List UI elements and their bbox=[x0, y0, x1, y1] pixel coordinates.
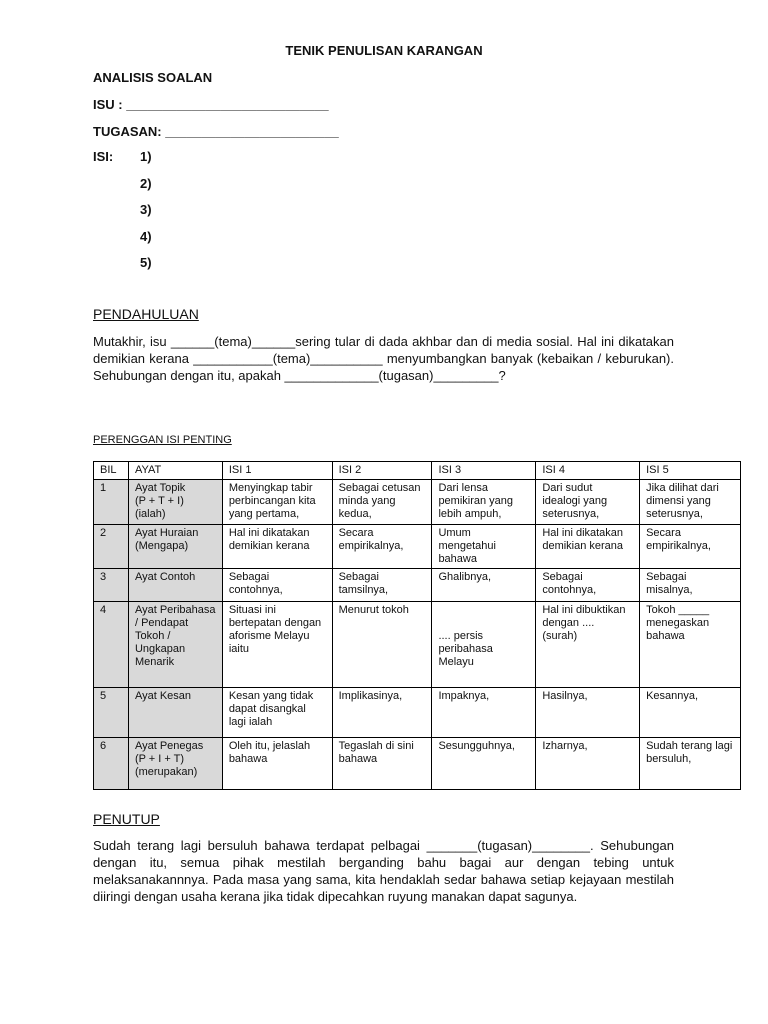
cell-isi-4: Hal ini dibuktikan dengan .... (surah) bbox=[536, 602, 640, 688]
isu-line: ISU : ____________________________ bbox=[93, 97, 329, 112]
cell-isi-1: Hal ini dikatakan demikian kerana bbox=[222, 525, 332, 569]
isi-table bbox=[93, 461, 741, 790]
isi-number-2: 2) bbox=[140, 176, 152, 191]
cell-bil: 4 bbox=[94, 602, 129, 688]
cell-bil: 2 bbox=[94, 525, 129, 569]
penutup-heading: PENUTUP bbox=[93, 811, 160, 827]
cell-isi-2: Sebagai cetusan minda yang kedua, bbox=[332, 480, 432, 525]
isi-number-4: 4) bbox=[140, 229, 152, 244]
tugasan-line: TUGASAN: ________________________ bbox=[93, 124, 339, 139]
cell-isi-1: Situasi ini bertepatan dengan aforisme Melayu iaitu bbox=[222, 602, 332, 688]
cell-isi-1: Oleh itu, jelaslah bahawa bbox=[222, 738, 332, 790]
cell-isi-1: Sebagai contohnya, bbox=[222, 569, 332, 602]
perenggan-heading: PERENGGAN ISI PENTING bbox=[93, 434, 232, 446]
cell-isi-3: Impaknya, bbox=[432, 688, 536, 738]
cell-isi-3: Dari lensa pemikiran yang lebih ampuh, bbox=[432, 480, 536, 525]
cell-isi-4: Hal ini dikatakan demikian kerana bbox=[536, 525, 640, 569]
cell-isi-5: Tokoh _____ menegaskan bahawa bbox=[640, 602, 741, 688]
cell-isi-5: Sudah terang lagi bersuluh, bbox=[640, 738, 741, 790]
table-row bbox=[94, 602, 741, 688]
cell-isi-2: Secara empirikalnya, bbox=[332, 525, 432, 569]
header-bil: BIL bbox=[94, 462, 129, 480]
cell-bil: 1 bbox=[94, 480, 129, 525]
cell-isi-5: Sebagai misalnya, bbox=[640, 569, 741, 602]
document-title: TENIK PENULISAN KARANGAN bbox=[285, 43, 483, 58]
cell-isi-4: Dari sudut idealogi yang seterusnya, bbox=[536, 480, 640, 525]
cell-ayat: Ayat Contoh bbox=[128, 569, 222, 602]
cell-isi-4: Hasilnya, bbox=[536, 688, 640, 738]
cell-isi-4: Sebagai contohnya, bbox=[536, 569, 640, 602]
header-ayat: AYAT bbox=[128, 462, 222, 480]
isi-label: ISI: bbox=[93, 149, 114, 164]
cell-ayat: Ayat Kesan bbox=[128, 688, 222, 738]
penutup-paragraph: Sudah terang lagi bersuluh bahawa terdapat pelbagai _______(tugasan)________. Sehubungan dengan itu, semua pihak mestilah berganding bahu bagai aur dengan tebing untuk melaksanakannnya. Pada masa yang sama, kita hendaklah sedar bahawa setiap kejayaan mestilah diiringi dengan usaha kerana jika tidak dipecahkan ruyung manakan dapat sagunya. bbox=[93, 838, 674, 904]
cell-isi-1: Menyingkap tabir perbincangan kita yang pertama, bbox=[222, 480, 332, 525]
cell-isi-3: Ghalibnya, bbox=[432, 569, 536, 602]
isi-number-3: 3) bbox=[140, 202, 152, 217]
header-isi-5: ISI 5 bbox=[640, 462, 741, 480]
cell-isi-1: Kesan yang tidak dapat disangkal lagi ialah bbox=[222, 688, 332, 738]
cell-ayat: Ayat Topik (P + T + I) (ialah) bbox=[128, 480, 222, 525]
cell-isi-4: Izharnya, bbox=[536, 738, 640, 790]
cell-isi-5: Jika dilihat dari dimensi yang seterusnya, bbox=[640, 480, 741, 525]
isi-number-5: 5) bbox=[140, 255, 152, 270]
pendahuluan-heading: PENDAHULUAN bbox=[93, 306, 199, 322]
cell-isi-2: Implikasinya, bbox=[332, 688, 432, 738]
pendahuluan-paragraph: Mutakhir, isu ______(tema)______sering tular di dada akhbar dan di media sosial. Hal ini dikatakan demikian kerana ___________(tema)__________ menyumbangkan banyak (kebaikan / keburukan). Sehubungan dengan itu, apakah _____________(tugasan)_________? bbox=[93, 334, 674, 383]
cell-ayat: Ayat Peribahasa / Pendapat Tokoh / Ungkapan Menarik bbox=[128, 602, 222, 688]
cell-isi-2: Sebagai tamsilnya, bbox=[332, 569, 432, 602]
cell-ayat: Ayat Penegas (P + I + T) (merupakan) bbox=[128, 738, 222, 790]
analisis-soalan-label: ANALISIS SOALAN bbox=[93, 70, 213, 85]
cell-isi-5: Secara empirikalnya, bbox=[640, 525, 741, 569]
header-isi-4: ISI 4 bbox=[536, 462, 640, 480]
header-isi-2: ISI 2 bbox=[332, 462, 432, 480]
table-header-row bbox=[94, 462, 741, 480]
table-row bbox=[94, 525, 741, 569]
cell-bil: 3 bbox=[94, 569, 129, 602]
cell-ayat: Ayat Huraian (Mengapa) bbox=[128, 525, 222, 569]
table-row bbox=[94, 688, 741, 738]
cell-isi-3: Umum mengetahui bahawa bbox=[432, 525, 536, 569]
cell-isi-3: .... persis peribahasa Melayu bbox=[432, 602, 536, 688]
cell-isi-5: Kesannya, bbox=[640, 688, 741, 738]
table-row bbox=[94, 738, 741, 790]
header-isi-1: ISI 1 bbox=[222, 462, 332, 480]
table-row bbox=[94, 480, 741, 525]
table-row bbox=[94, 569, 741, 602]
isi-number-1: 1) bbox=[140, 149, 152, 164]
cell-isi-3: Sesungguhnya, bbox=[432, 738, 536, 790]
cell-bil: 6 bbox=[94, 738, 129, 790]
cell-isi-2: Menurut tokoh bbox=[332, 602, 432, 688]
header-isi-3: ISI 3 bbox=[432, 462, 536, 480]
cell-isi-2: Tegaslah di sini bahawa bbox=[332, 738, 432, 790]
cell-bil: 5 bbox=[94, 688, 129, 738]
